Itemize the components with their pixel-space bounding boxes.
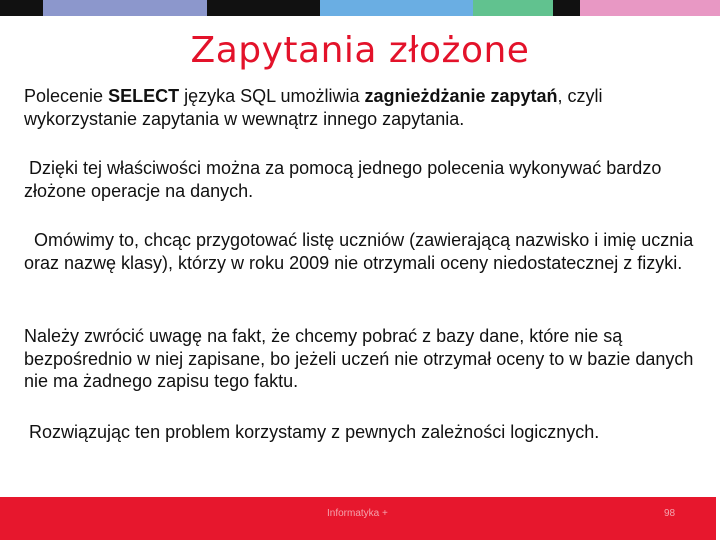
text: języka SQL umożliwia [179,86,365,106]
top-color-bar [0,0,720,16]
top-bar-segment [473,0,553,16]
paragraph-complex-operations: Dzięki tej właściwości można za pomocą jednego polecenia wykonywać bardzo złożone operacje na danych. [24,158,667,201]
paragraph-select-intro [24,85,700,130]
page-number: 98 [664,508,676,519]
footer-label: Informatyka + [327,508,388,519]
term-nested-queries: zagnieżdżanie zapytań [364,86,558,106]
footer-edge [716,497,720,540]
top-bar-segment [320,0,473,16]
slide-title: Zapytania złożone [190,30,530,71]
top-bar-segment [580,0,720,16]
text: Polecenie [24,86,109,106]
text: , czyli wykorzystanie zapytania w wewnątrz innego zapytania. [24,86,603,129]
keyword-select: SELECT [108,86,180,106]
top-bar-segment [43,0,207,16]
top-bar-segment [553,0,580,16]
top-bar-segment [207,0,320,16]
footer-bar [0,497,720,540]
paragraph-note: Należy zwrócić uwagę na fakt, że chcemy pobrać z bazy dane, które nie są bezpośrednio w niej zapisane, bo jeżeli uczeń nie otrzymał oceny to w bazie danych nie ma żadnego zapisu tego faktu. [24,326,694,391]
top-bar-segment [0,0,43,16]
paragraph-student-list-example: Omówimy to, chcąc przygotować listę uczniów (zawierającą nazwisko i imię ucznia oraz nazwę klasy), którzy w roku 2009 nie otrzymali oceny niedostatecznej z fizyki. [24,230,699,273]
paragraph-logical-dependencies: Rozwiązując ten problem korzystamy z pewnych zależności logicznych. [24,422,600,442]
